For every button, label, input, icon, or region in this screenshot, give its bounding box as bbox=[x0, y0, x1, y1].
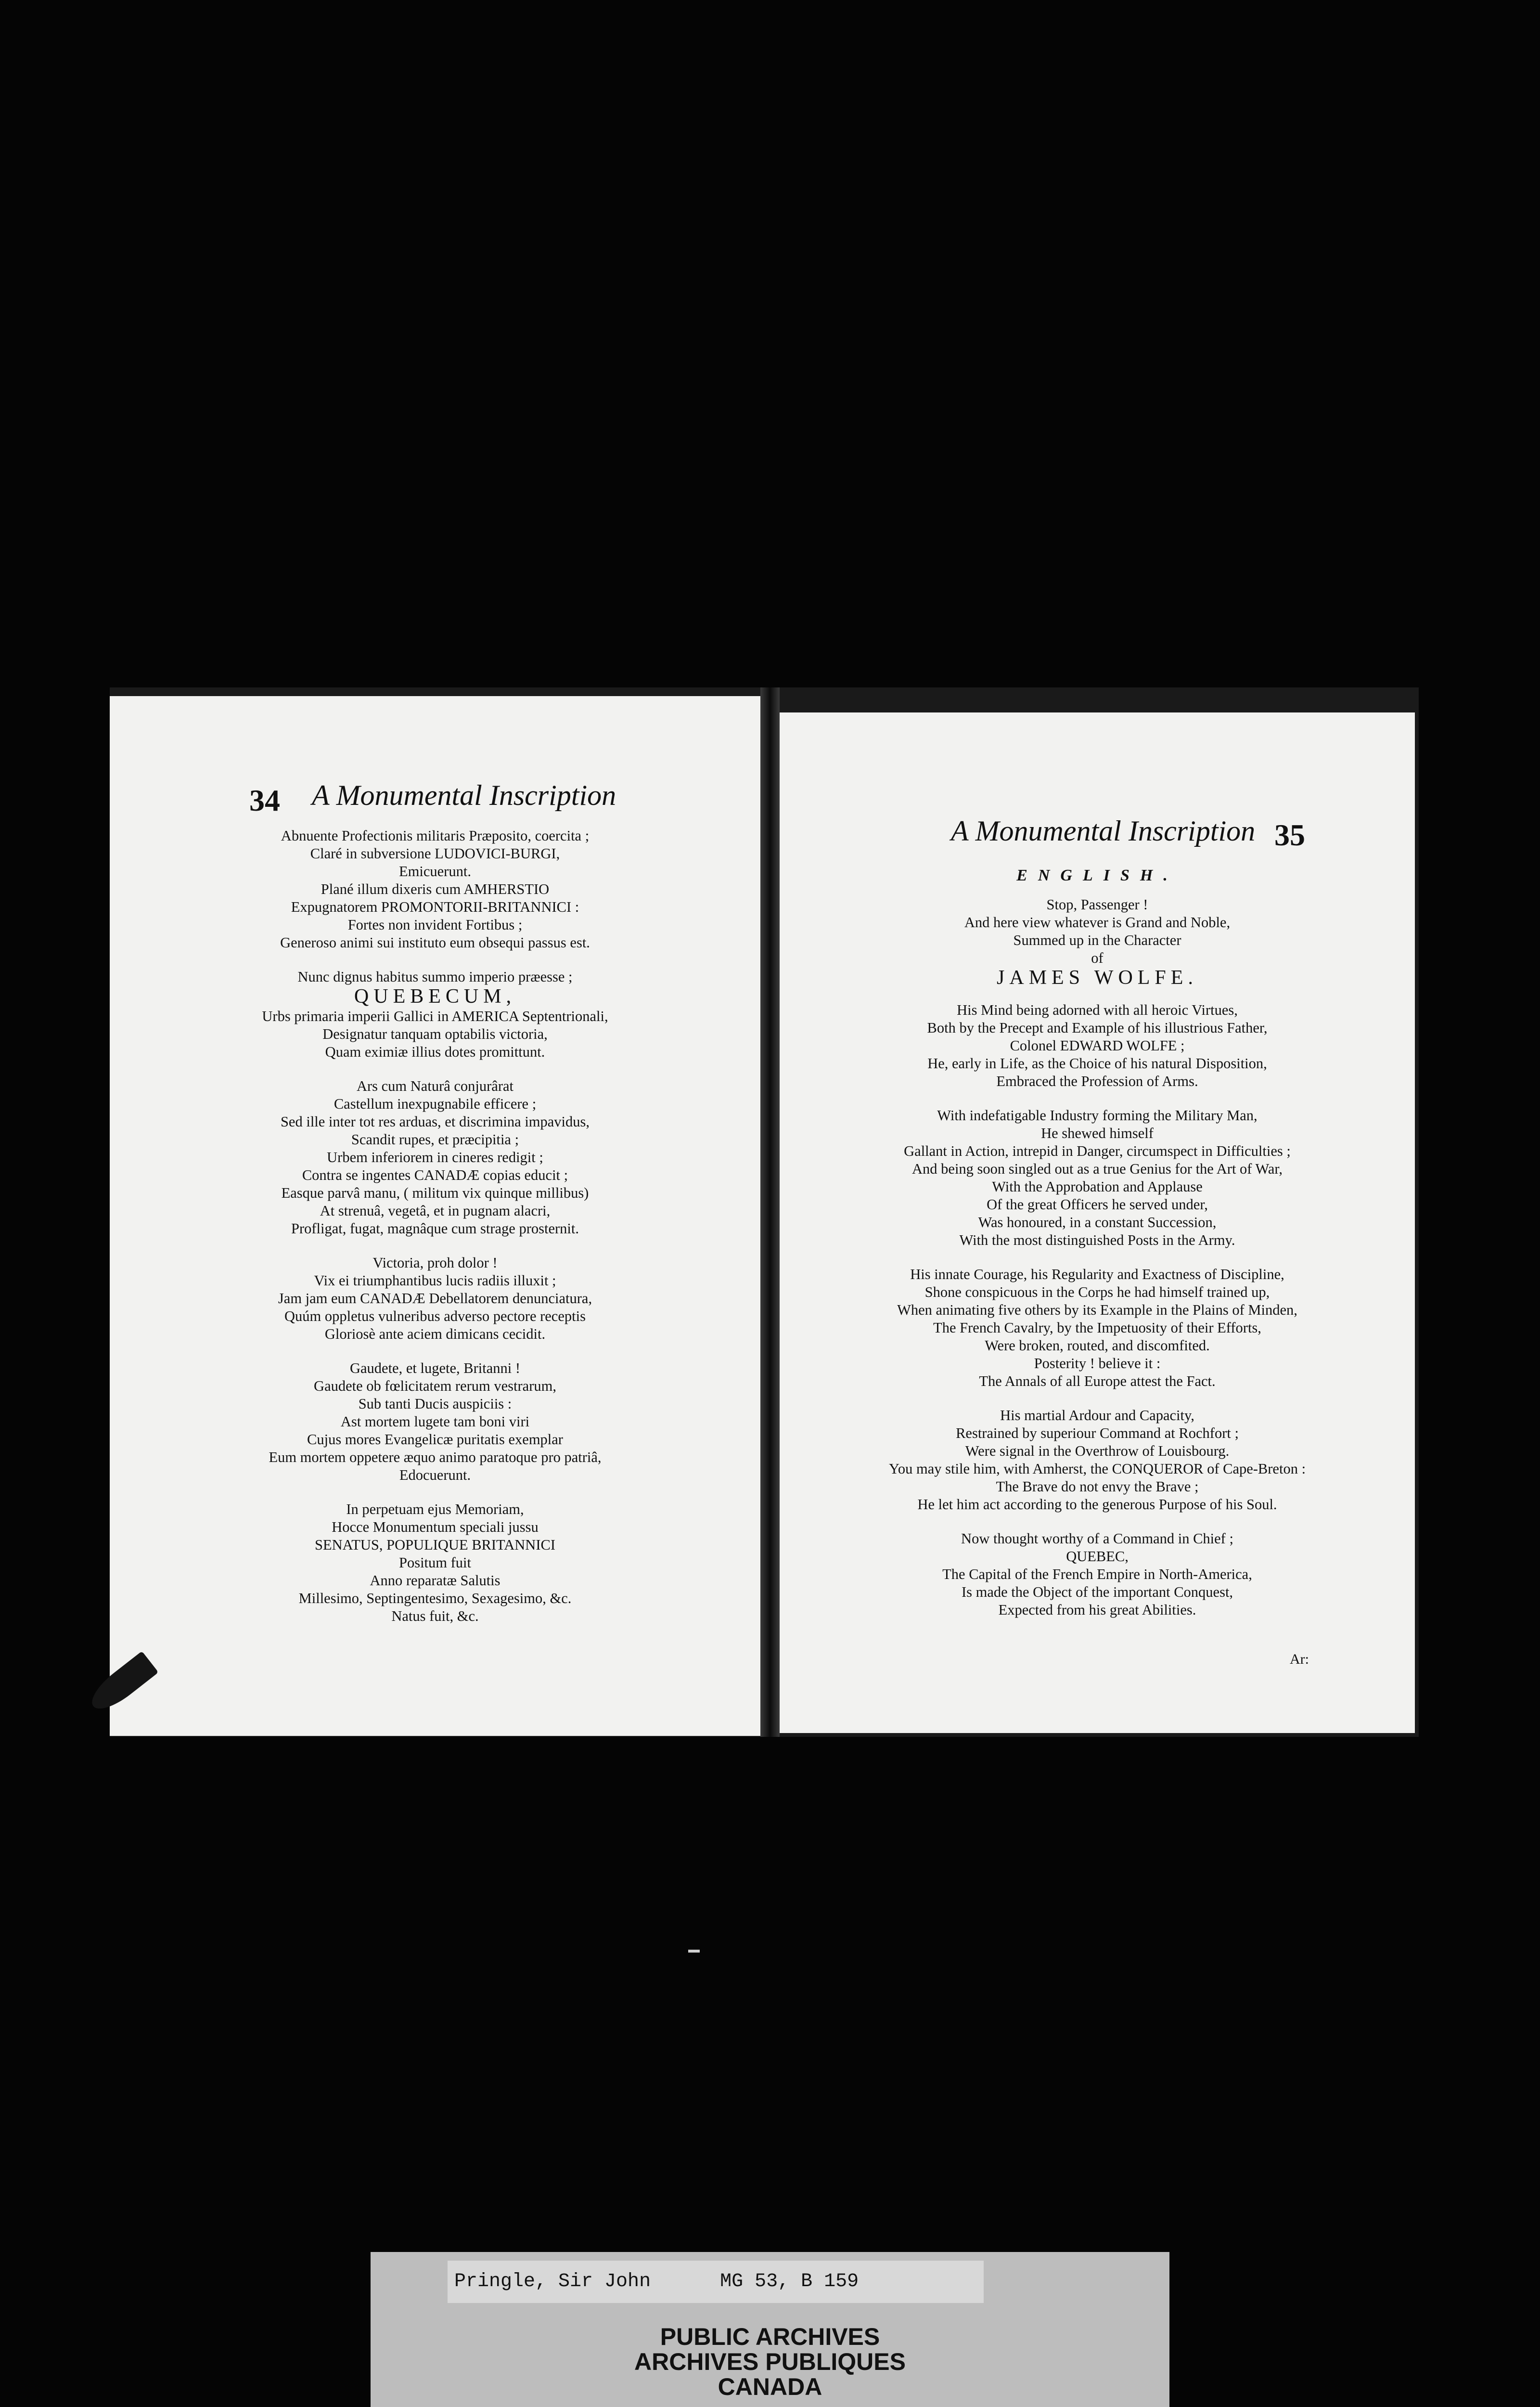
text-line: With indefatigable Industry forming the Military Man, bbox=[937, 1107, 1258, 1124]
text-line: JAMES WOLFE. bbox=[997, 967, 1198, 989]
text-line: Millesimo, Septingentesimo, Sexagesimo, &c. bbox=[298, 1590, 572, 1606]
left-page bbox=[110, 696, 760, 1736]
page-number: 34 bbox=[249, 783, 280, 817]
text-line: Fortes non invident Fortibus ; bbox=[347, 917, 523, 933]
text-line: Contra se ingentes CANADÆ copias educit ; bbox=[302, 1167, 568, 1183]
text-line: Stop, Passenger ! bbox=[1046, 896, 1148, 913]
text-line: Shone conspicuous in the Corps he had himself trained up, bbox=[924, 1284, 1270, 1300]
text-line: When animating five others by its Example in the Plains of Minden, bbox=[897, 1302, 1297, 1318]
text-line: Now thought worthy of a Command in Chief ; bbox=[961, 1530, 1233, 1547]
stanza bbox=[780, 1266, 1415, 1390]
text-line: SENATUS, POPULIQUE BRITANNICI bbox=[315, 1537, 555, 1553]
text-line: At strenuâ, vegetâ, et in pugnam alacri, bbox=[320, 1203, 551, 1219]
text-line: Was honoured, in a constant Succession, bbox=[978, 1214, 1217, 1230]
text-line: And here view whatever is Grand and Noble, bbox=[964, 914, 1231, 931]
archive-label bbox=[371, 2252, 1169, 2407]
text-line: Emicuerunt. bbox=[399, 863, 471, 880]
text-line: Ars cum Naturâ conjurârat bbox=[356, 1078, 514, 1094]
text-line: Jam jam eum CANADÆ Debellatorem denunciatura, bbox=[278, 1290, 592, 1307]
text-line: Scandit rupes, et præcipitia ; bbox=[351, 1131, 519, 1148]
stanza bbox=[780, 1001, 1415, 1090]
text-line: Easque parvâ manu, ( militum vix quinque millibus) bbox=[281, 1185, 589, 1201]
text-line: He let him act according to the generous Purpose of his Soul. bbox=[917, 1496, 1277, 1513]
running-head: A Monumental Inscription bbox=[951, 815, 1256, 847]
text-line: You may stile him, with Amherst, the CONQUEROR of Cape-Breton : bbox=[888, 1461, 1306, 1477]
text-line: Gaudete, et lugete, Britanni ! bbox=[349, 1360, 520, 1376]
text-line: With the Approbation and Applause bbox=[992, 1178, 1203, 1195]
stanza bbox=[780, 1107, 1415, 1249]
stanza bbox=[110, 1501, 760, 1625]
text-line: Summed up in the Character bbox=[1013, 932, 1181, 948]
stanza bbox=[110, 827, 760, 952]
text-line: Designatur tanquam optabilis victoria, bbox=[322, 1026, 548, 1042]
text-line: Abnuente Profectionis militaris Præposito, coercita ; bbox=[281, 828, 590, 844]
text-line: Posterity ! believe it : bbox=[1034, 1355, 1161, 1372]
text-line: Plané illum dixeris cum AMHERSTIO bbox=[321, 881, 550, 897]
stamp-line: PUBLIC ARCHIVES bbox=[660, 2323, 880, 2350]
text-line: Eum mortem oppetere æquo animo paratoque pro patriâ, bbox=[269, 1449, 602, 1465]
text-line: Embraced the Profession of Arms. bbox=[996, 1073, 1198, 1089]
text-line: Natus fuit, &c. bbox=[391, 1608, 479, 1624]
text-line: His martial Ardour and Capacity, bbox=[1000, 1407, 1194, 1423]
text-line: Nunc dignus habitus summo imperio præesse ; bbox=[297, 969, 573, 985]
text-line: Ast mortem lugete tam boni viri bbox=[340, 1413, 530, 1430]
text-line: Colonel EDWARD WOLFE ; bbox=[1010, 1037, 1185, 1054]
text-line: Victoria, proh dolor ! bbox=[372, 1255, 498, 1271]
opening bbox=[780, 896, 1415, 967]
stanza bbox=[110, 1008, 760, 1061]
text-line: Edocuerunt. bbox=[399, 1467, 471, 1483]
text-line: Were broken, routed, and discomfited. bbox=[985, 1337, 1210, 1354]
text-line: Claré in subversione LUDOVICI-BURGI, bbox=[310, 845, 560, 862]
text-line: Both by the Precept and Example of his illustrious Father, bbox=[927, 1020, 1268, 1036]
text-line: His Mind being adorned with all heroic Virtues, bbox=[957, 1002, 1238, 1018]
text-line: In perpetuam ejus Memoriam, bbox=[346, 1501, 524, 1517]
text-line: The French Cavalry, by the Impetuosity of their Efforts, bbox=[933, 1320, 1261, 1336]
text-line: He shewed himself bbox=[1041, 1125, 1154, 1141]
text-line: of bbox=[1091, 950, 1104, 966]
text-line: Expected from his great Abilities. bbox=[998, 1602, 1196, 1618]
text-line: His innate Courage, his Regularity and Exactness of Discipline, bbox=[910, 1266, 1284, 1282]
text-line: Is made the Object of the important Conquest, bbox=[961, 1584, 1233, 1600]
text-line: Vix ei triumphantibus lucis radiis illuxit ; bbox=[314, 1272, 556, 1289]
text-line: Cujus mores Evangelicæ puritatis exemplar bbox=[307, 1431, 563, 1448]
text-line: Quúm oppletus vulneribus adverso pectore receptis bbox=[284, 1308, 586, 1324]
stanza bbox=[780, 1530, 1415, 1619]
text-line: Profligat, fugat, magnâque cum strage prosternit. bbox=[291, 1220, 579, 1237]
text-line: Castellum inexpugnabile efficere ; bbox=[334, 1096, 537, 1112]
text-line: Quam eximiæ illius dotes promittunt. bbox=[325, 1044, 545, 1060]
text-line: Gaudete ob fœlicitatem rerum vestrarum, bbox=[314, 1378, 556, 1394]
stanza bbox=[110, 1077, 760, 1238]
text-line: The Annals of all Europe attest the Fact. bbox=[979, 1373, 1216, 1389]
text-line: The Capital of the French Empire in North-America, bbox=[942, 1566, 1252, 1582]
english-inscription bbox=[780, 867, 1415, 1635]
text-line: Anno reparatæ Salutis bbox=[370, 1572, 500, 1589]
text-line: Urbs primaria imperii Gallici in AMERICA Septentrionali, bbox=[262, 1008, 608, 1024]
text-line: With the most distinguished Posts in the Army. bbox=[959, 1232, 1235, 1248]
text-line: He, early in Life, as the Choice of his natural Disposition, bbox=[927, 1055, 1267, 1072]
text-line: Positum fuit bbox=[399, 1554, 471, 1571]
collection-reference: MG 53, B 159 bbox=[720, 2271, 859, 2292]
gutter bbox=[760, 687, 780, 1737]
running-head: A Monumental Inscription bbox=[312, 779, 616, 811]
text-line: Of the great Officers he served under, bbox=[987, 1196, 1208, 1213]
page-number: 35 bbox=[1274, 818, 1305, 852]
text-line: Restrained by superiour Command at Rochfort ; bbox=[956, 1425, 1239, 1441]
text-line: Gallant in Action, intrepid in Danger, circumspect in Difficulties ; bbox=[904, 1143, 1291, 1159]
stamp-line: ARCHIVES PUBLIQUES bbox=[634, 2348, 906, 2375]
text-line: The Brave do not envy the Brave ; bbox=[996, 1478, 1199, 1495]
stanza bbox=[780, 1407, 1415, 1514]
book-scan bbox=[110, 687, 1419, 1737]
text-line: Gloriosè ante aciem dimicans cecidit. bbox=[324, 1326, 546, 1342]
catchword: Ar: bbox=[1290, 1651, 1309, 1667]
text-line: Urbem inferiorem in cineres redigit ; bbox=[327, 1149, 543, 1165]
latin-inscription bbox=[110, 827, 760, 1642]
text-line: Hocce Monumentum speciali jussu bbox=[332, 1519, 539, 1535]
catalogue-strip bbox=[448, 2261, 984, 2303]
text-line: And being soon singled out as a true Genius for the Art of War, bbox=[912, 1161, 1283, 1177]
stamp-line: CANADA bbox=[718, 2373, 822, 2400]
stanza bbox=[110, 1359, 760, 1484]
right-page bbox=[780, 712, 1415, 1733]
text-line: QUEBECUM, bbox=[354, 985, 516, 1008]
archive-stamp bbox=[371, 2324, 1169, 2399]
text-line: Generoso animi sui instituto eum obsequi passus est. bbox=[280, 934, 590, 951]
text-line: Were signal in the Overthrow of Louisbourg. bbox=[965, 1443, 1230, 1459]
text-line: QUEBEC, bbox=[1066, 1548, 1129, 1565]
stanza bbox=[110, 968, 760, 986]
film-mark bbox=[688, 1950, 700, 1953]
text-line: ENGLISH. bbox=[1016, 867, 1178, 884]
collection-name: Pringle, Sir John bbox=[454, 2271, 651, 2292]
stanza bbox=[110, 1254, 760, 1343]
text-line: Sub tanti Ducis auspiciis : bbox=[358, 1396, 512, 1412]
text-line: Expugnatorem PROMONTORII-BRITANNICI : bbox=[291, 899, 579, 915]
text-line: Sed ille inter tot res arduas, et discrimina impavidus, bbox=[280, 1113, 590, 1130]
